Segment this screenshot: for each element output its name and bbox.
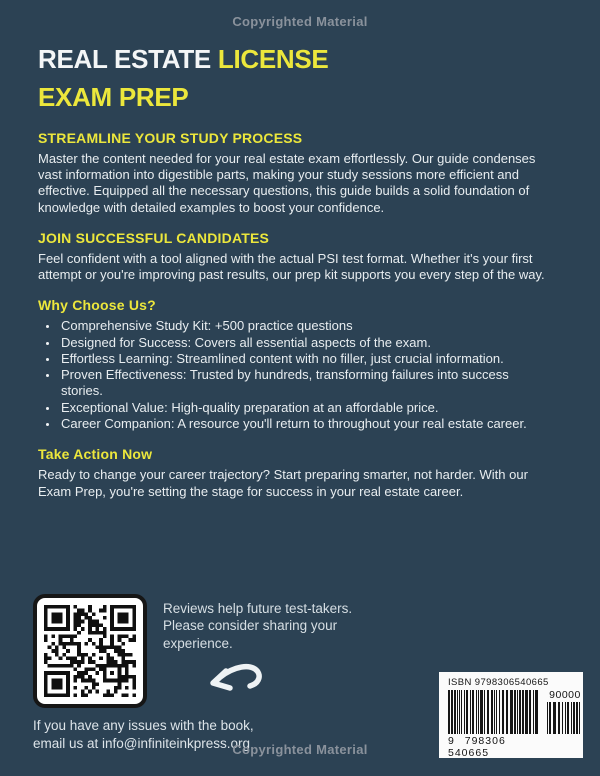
isbn-barcode [439, 672, 583, 758]
qr-code-tile [33, 594, 147, 708]
benefits-list [38, 318, 554, 432]
list-item: • Career Companion: A resource you'll return to throughout your real estate career. [59, 416, 554, 432]
section-body-join-candidates: Feel confident with a tool aligned with the actual PSI test format. Whether it's your first attempt or you're improving past results, our prep kit supports you every step of the way. [38, 250, 545, 283]
section-why-choose-us [38, 297, 554, 432]
isbn-label: ISBN 9798306540665 [448, 677, 549, 688]
list-item: • Exceptional Value: High-quality preparation at an affordable price. [59, 400, 554, 416]
copyright-notice-bottom: Copyrighted Material [232, 742, 368, 757]
title-text-exam-prep: EXAM PREP [38, 82, 189, 112]
list-item: • Designed for Success: Covers all essential aspects of the exam. [59, 335, 554, 351]
list-item: • Comprehensive Study Kit: +500 practice questions [59, 318, 554, 334]
barcode-bars-icon [448, 690, 538, 734]
section-heading-join-candidates: JOIN SUCCESSFUL CANDIDATES [38, 229, 270, 246]
barcode-price-code: 90000 [549, 689, 581, 701]
curved-arrow-icon [205, 650, 263, 696]
section-join-candidates [38, 230, 554, 283]
review-prompt: Reviews help future test-takers. Please consider sharing your experience. [163, 601, 353, 651]
section-streamline [38, 130, 554, 216]
book-title-line-1 [38, 40, 554, 78]
cover-content [38, 40, 554, 500]
section-take-action [38, 446, 554, 499]
section-body-take-action: Ready to change your career trajectory? Start preparing smarter, not harder. With our Exam Prep, you're setting the stage for success in your real estate career. [38, 467, 528, 499]
list-item: • Effortless Learning: Streamlined content with no filler, just crucial information. [59, 351, 554, 367]
contact-email-line: email us at info@infiniteinkpress.org [33, 735, 251, 751]
book-title [38, 40, 554, 116]
qr-code-icon [44, 605, 136, 697]
title-text-real-estate: REAL ESTATE [38, 44, 211, 74]
section-heading-why-choose-us: Why Choose Us? [38, 297, 156, 314]
copyright-notice-top: Copyrighted Material [232, 14, 368, 29]
contact-line-1: If you have any issues with the book, [33, 718, 254, 733]
section-body-streamline: Master the content needed for your real estate exam effortlessly. Our guide condenses vast information into digestible parts, making your study sessions more efficient and effective. Equipped all the necessary questions, this guide builds a solid foundation of knowledge with detailed examples to boost your confidence. [38, 151, 536, 215]
title-text-license: LICENSE [217, 44, 329, 74]
barcode-main-group [448, 690, 540, 759]
barcode-addon-bars-icon [547, 702, 583, 734]
section-heading-take-action: Take Action Now [38, 446, 153, 463]
barcode-digits: 9 798306 540665 [448, 735, 506, 759]
contact-info [33, 717, 254, 752]
barcode-addon-group [547, 690, 583, 734]
list-item: • Proven Effectiveness: Trusted by hundreds, transforming failures into success stories. [59, 367, 554, 400]
section-heading-streamline: STREAMLINE YOUR STUDY PROCESS [38, 130, 303, 146]
barcode-bars-row [448, 690, 583, 759]
